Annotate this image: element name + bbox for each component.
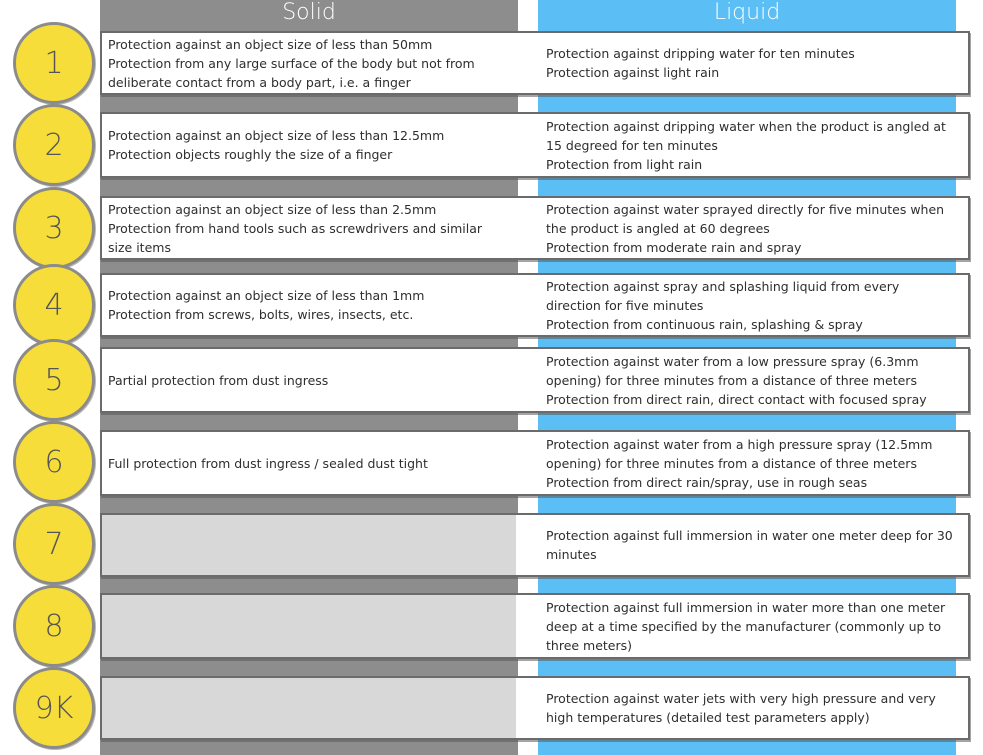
solid-protection-cell	[108, 112, 508, 178]
table-row	[0, 676, 983, 740]
table-row	[0, 513, 983, 577]
liquid-protection-line: Protection against water jets with very high pressure and very high temperatures (detailed test parameters apply)	[546, 691, 936, 725]
row-separator	[518, 432, 538, 494]
solid-protection-line: Partial protection from dust ingress	[108, 372, 329, 388]
solid-protection-cell	[108, 676, 508, 740]
liquid-protection-line: Protection against water from a low pressure spray (6.3mm opening) for three minutes from a distance of three meters	[546, 353, 919, 388]
liquid-protection-cell	[546, 676, 956, 740]
row-separator	[518, 678, 538, 738]
liquid-protection-cell	[546, 513, 956, 577]
row-separator	[518, 198, 538, 258]
liquid-protection-line: Protection from continuous rain, splashing & spray	[546, 316, 863, 332]
liquid-protection-line: Protection against dripping water for ten minutes	[546, 46, 855, 61]
liquid-protection-line: Protection against full immersion in water more than one meter deep at a time specified by the manufacturer (commonly up to three meters)	[546, 599, 946, 653]
solid-protection-line: Protection from screws, bolts, wires, insects, etc.	[108, 307, 414, 322]
liquid-protection-line: Protection against water from a high pressure spray (12.5mm opening) for three minutes from a distance of three meters	[546, 436, 933, 471]
level-badge: 7	[13, 503, 95, 585]
solid-protection-line: Protection from hand tools such as screwdrivers and similar size items	[108, 220, 483, 255]
table-row	[0, 31, 983, 95]
solid-protection-cell	[108, 196, 508, 260]
table-row	[0, 196, 983, 260]
level-badge: 6	[13, 421, 95, 503]
liquid-protection-line: Protection against water sprayed directly for five minutes when the product is angled at 60 degrees	[546, 201, 945, 236]
solid-protection-cell	[108, 513, 508, 577]
solid-protection-cell	[108, 347, 508, 413]
level-badge: 2	[13, 104, 95, 186]
liquid-protection-line: Protection against light rain	[546, 65, 720, 80]
solid-protection-cell	[108, 31, 508, 95]
liquid-protection-line: Protection against dripping water when the product is angled at 15 degreed for ten minutes	[546, 118, 946, 153]
table-row	[0, 593, 983, 659]
level-badge: 3	[13, 187, 95, 269]
liquid-protection-cell	[546, 31, 956, 95]
level-badge: 5	[13, 339, 95, 421]
solid-protection-line: Full protection from dust ingress / sealed dust tight	[108, 455, 428, 471]
solid-protection-line: Protection against an object size of less than 50mm	[108, 36, 433, 52]
liquid-column-header: Liquid	[713, 0, 781, 25]
solid-protection-line: Protection from any large surface of the body but not from deliberate contact from a body part, i.e. a finger	[108, 55, 475, 90]
liquid-protection-cell	[546, 430, 956, 496]
solid-protection-line: Protection objects roughly the size of a finger	[108, 147, 393, 162]
table-row	[0, 273, 983, 337]
liquid-protection-line: Protection from direct rain/spray, use in rough seas	[546, 474, 868, 490]
level-badge: 1	[13, 22, 95, 104]
solid-column-header: Solid	[282, 0, 336, 25]
liquid-protection-cell	[546, 273, 956, 337]
liquid-protection-cell	[546, 196, 956, 260]
liquid-protection-line: Protection against full immersion in water one meter deep for 30 minutes	[546, 528, 953, 562]
liquid-protection-line: Protection from light rain	[546, 156, 703, 172]
row-separator	[518, 33, 538, 93]
table-row	[0, 347, 983, 413]
row-separator	[518, 349, 538, 411]
row-separator	[518, 515, 538, 575]
solid-protection-cell	[108, 273, 508, 337]
liquid-protection-cell	[546, 112, 956, 178]
level-badge: 4	[13, 264, 95, 346]
solid-protection-line: Protection against an object size of less than 2.5mm	[108, 201, 437, 217]
table-row	[0, 112, 983, 178]
liquid-protection-cell	[546, 593, 956, 659]
solid-protection-cell	[108, 430, 508, 496]
liquid-protection-line: Protection against spray and splashing liquid from every direction for five minutes	[546, 278, 900, 313]
solid-protection-line: Protection against an object size of less than 12.5mm	[108, 128, 445, 143]
row-separator	[518, 275, 538, 335]
row-separator	[518, 114, 538, 176]
liquid-protection-line: Protection from direct rain, direct contact with focused spray	[546, 391, 927, 407]
liquid-protection-cell	[546, 347, 956, 413]
level-badge: 9K	[13, 667, 95, 749]
level-badge: 8	[13, 585, 95, 667]
solid-protection-line: Protection against an object size of less than 1mm	[108, 288, 425, 303]
table-row	[0, 430, 983, 496]
row-separator	[518, 595, 538, 657]
solid-protection-cell	[108, 593, 508, 659]
liquid-protection-line: Protection from moderate rain and spray	[546, 239, 802, 255]
